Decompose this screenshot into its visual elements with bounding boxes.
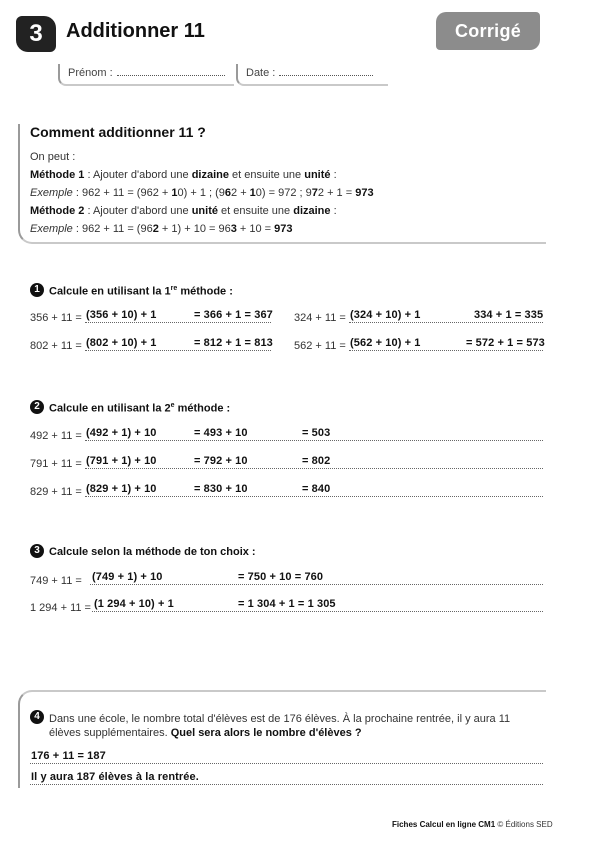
ex2-row-result: = 503 [302, 427, 331, 439]
problem-text-line-2 [49, 727, 362, 739]
ex1-row-label: 802 + 11 = [30, 340, 82, 352]
ex2-row-mid: = 830 + 10 [194, 483, 248, 495]
ex1-j: 973 [355, 187, 374, 199]
worksheet-number-badge: 3 [16, 16, 56, 52]
m1-text-e: : [330, 169, 337, 181]
m1-text-d: unité [304, 169, 331, 181]
rule-heading: Comment additionner 11 ? [30, 124, 206, 140]
ex2-c: + 1) + 10 = 96 [158, 223, 231, 235]
ex1-row-label: 324 + 11 = [294, 312, 346, 324]
problem-text-b: élèves supplémentaires. [49, 727, 171, 739]
ex2-b: 2 [152, 223, 159, 235]
ex2-row-step: (492 + 1) + 10 [86, 427, 157, 439]
m2-text-e: : [330, 205, 337, 217]
m2-text-b: unité [191, 205, 218, 217]
problem-text-line-1: Dans une école, le nombre total d'élèves est de 176 élèves. À la prochaine rentrée, il y aura 11 [49, 713, 511, 725]
exercise-3-title: Calcule selon la méthode de ton choix : [49, 546, 256, 558]
ex3-row-result: = 1 304 + 1 = 1 305 [238, 598, 336, 610]
rule-method-2 [30, 205, 337, 217]
ex2-row-label: 492 + 11 = [30, 430, 82, 442]
answer-line[interactable] [92, 611, 543, 612]
ex2-row-step: (829 + 1) + 10 [86, 483, 157, 495]
ex1-row-result: = 366 + 1 = 367 [194, 309, 273, 321]
answer-line[interactable] [85, 468, 543, 469]
problem-answer-sentence: Il y aura 187 élèves à la rentrée. [31, 771, 199, 783]
m1-label: Méthode 1 [30, 169, 85, 181]
page-title: Additionner 11 [66, 20, 205, 42]
ex3-row-label: 749 + 11 = [30, 575, 82, 587]
ex1-c: 0) + 1 ; (9 [177, 187, 225, 199]
rule-example-1 [30, 187, 374, 199]
ex1-title-b: méthode : [177, 285, 233, 298]
ex1-row-step: (802 + 10) + 1 [86, 337, 157, 349]
ex2-title-sup: e [170, 402, 175, 409]
m2-text-a: : Ajouter d'abord une [84, 205, 192, 217]
ex1-label: Exemple [30, 187, 73, 199]
ex2-row-result: = 802 [302, 455, 331, 467]
ex1-row-result: = 572 + 1 = 573 [466, 337, 545, 349]
m2-text-d: dizaine [293, 205, 331, 217]
ex1-d: 6 [224, 187, 232, 199]
ex2-row-label: 791 + 11 = [30, 458, 82, 470]
ex1-row-result: = 812 + 1 = 813 [194, 337, 273, 349]
answer-line[interactable] [85, 350, 271, 351]
ex1-title-sup: re [170, 285, 178, 292]
footer-copyright: © Éditions SED [495, 820, 553, 829]
answer-line[interactable] [85, 440, 543, 441]
ex1-row-label: 562 + 11 = [294, 340, 346, 352]
ex1-a: : 962 + 11 = (962 + [72, 187, 172, 199]
m2-label: Méthode 2 [30, 205, 85, 217]
ex1-row-label: 356 + 11 = [30, 312, 82, 324]
ex1-title-a: Calcule en utilisant la 1 [49, 285, 171, 298]
exercise-1-number-icon: 1 [30, 283, 44, 297]
ex2-row-step: (791 + 1) + 10 [86, 455, 157, 467]
ex1-row-result: 334 + 1 = 335 [474, 309, 544, 321]
problem-question: Quel sera alors le nombre d'élèves ? [170, 727, 362, 739]
m1-text-c: et ensuite une [229, 169, 305, 181]
ex3-row-result: = 750 + 10 = 760 [238, 571, 324, 583]
ex1-i: 2 + 1 = [317, 187, 356, 199]
answer-line[interactable] [85, 496, 543, 497]
date-field[interactable] [236, 64, 388, 86]
ex2-row-label: 829 + 11 = [30, 486, 82, 498]
date-dots [279, 65, 373, 76]
ex1-b: 1 [171, 187, 178, 199]
ex3-row-label: 1 294 + 11 = [30, 602, 91, 614]
exercise-2-number-icon: 2 [30, 400, 44, 414]
answer-line[interactable] [30, 763, 543, 764]
ex2-e: + 10 = [236, 223, 275, 235]
ex1-row-step: (324 + 10) + 1 [350, 309, 421, 321]
exercise-4-number-icon: 4 [30, 710, 44, 724]
ex3-row-step: (1 294 + 10) + 1 [94, 598, 174, 610]
answer-line[interactable] [90, 584, 543, 585]
exercise-3-number-icon: 3 [30, 544, 44, 558]
exercise-1-title [49, 285, 233, 298]
prenom-field[interactable] [58, 64, 234, 86]
prenom-dots [117, 65, 225, 76]
ex2-row-mid: = 493 + 10 [194, 427, 248, 439]
m1-text-a: : Ajouter d'abord une [84, 169, 192, 181]
ex1-row-step: (356 + 10) + 1 [86, 309, 157, 321]
ex1-e: 2 + [231, 187, 250, 199]
answer-line[interactable] [30, 784, 543, 785]
corrige-badge: Corrigé [436, 12, 540, 50]
answer-line[interactable] [85, 322, 271, 323]
date-label: Date : [246, 67, 276, 79]
footer-credit [392, 820, 553, 829]
answer-line[interactable] [349, 322, 543, 323]
ex2-title-a: Calcule en utilisant la 2 [49, 402, 171, 415]
exercise-2-title [49, 402, 230, 415]
ex2-row-mid: = 792 + 10 [194, 455, 248, 467]
ex2-d: 3 [230, 223, 237, 235]
m1-text-b: dizaine [191, 169, 229, 181]
ex3-row-step: (749 + 1) + 10 [92, 571, 163, 583]
ex2-f: 973 [274, 223, 293, 235]
ex1-f: 1 [249, 187, 256, 199]
prenom-label: Prénom : [68, 67, 113, 79]
ex2-title-b: méthode : [174, 402, 231, 415]
rule-intro: On peut : [30, 151, 76, 163]
rule-method-1 [30, 169, 337, 181]
ex1-h: 7 [311, 187, 318, 199]
ex2-row-result: = 840 [302, 483, 331, 495]
answer-line[interactable] [349, 350, 543, 351]
problem-answer-calc: 176 + 11 = 187 [31, 750, 106, 762]
ex1-row-step: (562 + 10) + 1 [350, 337, 421, 349]
ex1-g: 0) = 972 ; 9 [255, 187, 312, 199]
footer-brand: Fiches Calcul en ligne CM1 [392, 820, 496, 829]
m2-text-c: et ensuite une [217, 205, 294, 217]
rule-example-2 [30, 223, 293, 235]
ex2-label: Exemple [30, 223, 73, 235]
ex2-a: : 962 + 11 = (96 [72, 223, 153, 235]
